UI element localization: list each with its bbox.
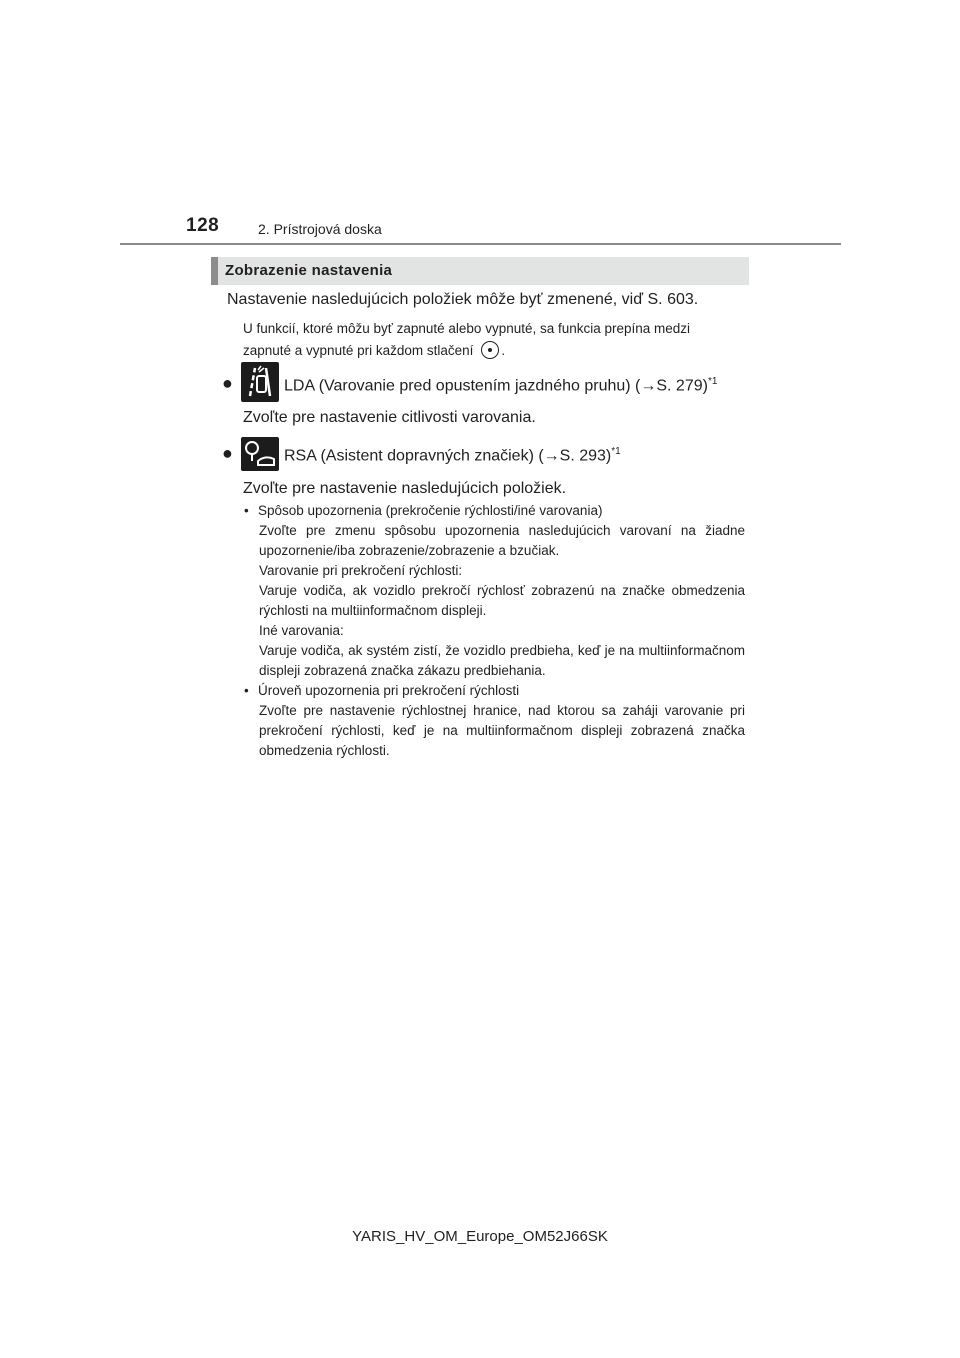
list-item-line: Varuje vodiča, ak vozidlo prekročí rýchlosť zobrazenú na značke obmedzenia rýchlosti na multiinformačnom displeji. [259, 583, 745, 618]
rsa-bullet: ● [222, 443, 233, 463]
heading-title: Zobrazenie nastavenia [225, 262, 393, 279]
footer-doc-id: YARIS_HV_OM_Europe_OM52J66SK [352, 1228, 608, 1245]
rsa-item-text: RSA (Asistent dopravných značiek) (→S. 293) [284, 447, 612, 465]
lda-bullet: ● [222, 373, 233, 393]
toggle-note-period: . [501, 343, 506, 358]
page-number: 128 [186, 215, 220, 236]
list-item [244, 681, 745, 761]
list-item-title: Úroveň upozornenia pri prekročení rýchlosti [258, 683, 520, 698]
lda-item-text: LDA (Varovanie pred opustením jazdného pruhu) (→S. 279) [284, 377, 708, 395]
list-bullet: • [244, 683, 249, 698]
lda-item [284, 376, 717, 395]
rsa-options-list [244, 501, 745, 761]
list-item-line: Varovanie pri prekročení rýchlosti: [259, 563, 463, 578]
toggle-note-line2-text: zapnuté a vypnuté pri každom stlačení [243, 343, 474, 358]
rsa-description: Zvoľte pre nastavenie nasledujúcich položiek. [243, 480, 567, 497]
list-bullet: • [244, 503, 249, 518]
header-divider [120, 243, 841, 245]
list-item-line: Varuje vodiča, ak systém zistí, že vozidlo predbieha, keď je na multiinformačnom displeji zobrazená značka zákazu predbiehania. [259, 643, 745, 678]
road-sign-assist-icon [241, 437, 279, 471]
lda-description: Zvoľte pre nastavenie citlivosti varovania. [243, 409, 536, 426]
toggle-note-line2 [243, 340, 745, 362]
circle-button-icon [481, 341, 499, 359]
settings-heading-box [211, 257, 749, 285]
list-item-line: Zvoľte pre zmenu spôsobu upozornenia nasledujúcich varovaní na žiadne upozornenie/iba zobrazenie/zobrazenie a bzučiak. [259, 523, 745, 558]
intro-text: Nastavenie nasledujúcich položiek môže byť zmenené, viď S. 603. [227, 291, 699, 308]
list-item [244, 501, 745, 681]
list-item-line: Zvoľte pre nastavenie rýchlostnej hranice, nad ktorou sa zaháji varovanie pri prekročení rýchlosti, keď je na multiinformačnom displeji zobrazená značka obmedzenia rýchlosti. [259, 703, 745, 758]
toggle-note-line1: U funkcií, ktoré môžu byť zapnuté alebo vypnuté, sa funkcia prepína medzi [243, 321, 691, 336]
section-title: 2. Prístrojová doska [258, 221, 382, 237]
rsa-item [284, 446, 621, 465]
list-item-title: Spôsob upozornenia (prekročenie rýchlosti/iné varovania) [258, 503, 603, 518]
list-item-line: Iné varovania: [259, 623, 344, 638]
lane-departure-icon [241, 362, 279, 402]
rsa-footnote: *1 [611, 446, 621, 457]
toggle-note [243, 318, 745, 362]
lda-footnote: *1 [707, 376, 718, 387]
heading-accent-bar [211, 257, 218, 285]
